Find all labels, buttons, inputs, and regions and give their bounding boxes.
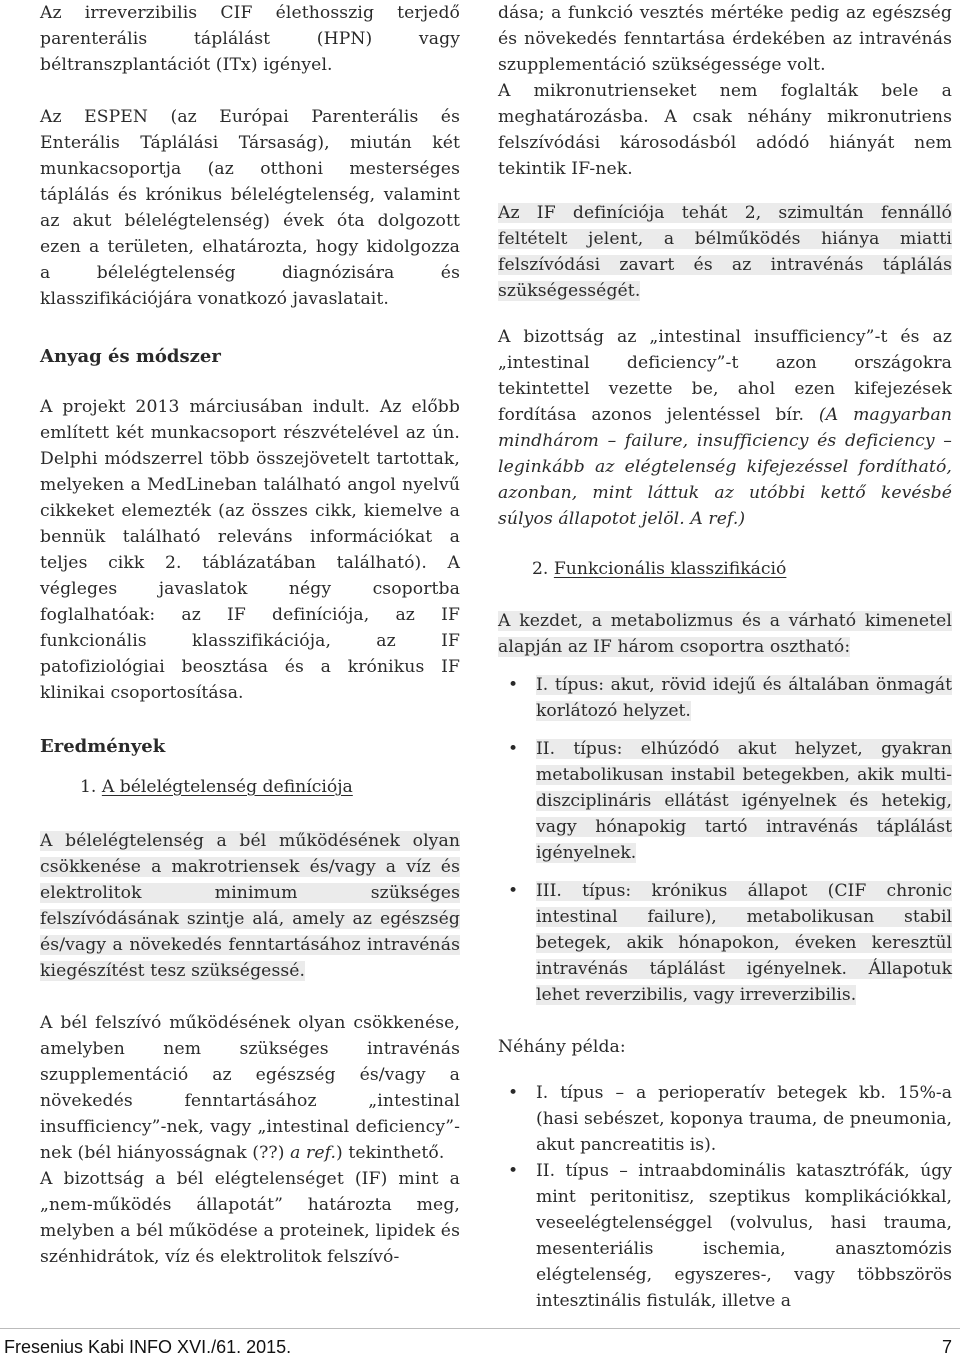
bullet-icon: • (508, 739, 519, 759)
list-item (498, 672, 952, 724)
right-column (498, 0, 952, 1314)
paragraph-if-definition (498, 200, 952, 304)
subheading-title: Funkcionális klasszifikáció (553, 559, 787, 579)
list-item (498, 736, 952, 866)
subheading-number: 1. (80, 777, 97, 797)
type-list (498, 672, 952, 1008)
paragraph-micronutrients: A mikronutrienseket nem foglalták bele a meghatározásba. A csak néhány mikronutriens felszívódási károsodásból adódó hiányát nem tekintik IF-nek. (498, 81, 952, 179)
bullet-icon: • (508, 1161, 519, 1181)
paragraph-methods: A projekt 2013 márciusában indult. Az előbb említett két munkacsoport részvételével az ún. Delphi módszerrel több összejövetelt tartottak, melyeken a MedLineban található angol nyelvű cikkeket elemezték (az összes cikk, kiemelve a bennük található releváns információkat a teljes cikk 2. táblázatában található). A végleges javaslatok négy csoportba foglalhatóak: az IF definíciója, az IF funkcionális klasszifikációja, az IF patofiziológiai beosztása és a krónikus IF klinikai csoportosítása. (40, 397, 460, 703)
highlighted-definition: A bélelégtelenség a bél működésének olyan csökkenése a makrotriensek és/vagy a víz és elektrolitok minimum szükséges felszívódásának szintje alá, amely az egészség és/vagy a növekedés fenntartásához intravénás kiegészítést tesz szükségessé. (40, 831, 460, 981)
committee-terms-note: (A magyarban mindhárom – failure, insufficiency és deficiency – leginkább az elégtelenség kifejezéssel fordítható, azonban, mint láttuk az utóbbi kettő kevésbé súlyos állapotot jelöl. A ref.) (498, 405, 953, 529)
insufficiency-text: A bél felszívó működésének olyan csökkenése, amelyben nem szükséges intravénás szupplementáció az egészség és/vagy a növekedés fenntartásához „intestinal insufficiency”-nek, vagy „intestinal deficiency”-nek (bél hiányosságnak (??) (40, 1013, 460, 1163)
example-2-text: II. típus – intraabdominális katasztrófák, úgy mint peritonitisz, szeptikus komplikációkkal, veseelégtelenséggel (volvulus, hasi trauma, mesenteriális ischemia, anasztomózis elégtelenség, egyszeres-, vagy többszörös intesztinális fistulák, illetve a (536, 1161, 952, 1311)
paragraph-classification (498, 608, 952, 660)
type-2-text: II. típus: elhúzódó akut helyzet, gyakran metabolikusan instabil betegekben, akik multi-diszciplináris ellátást igényelnek és hetekig, vagy hónapokig tartó intravénás táplálást igényelnek. (536, 739, 952, 863)
page-number: 7 (941, 1337, 952, 1357)
paragraph-committee: A bizottság a bél elégtelenséget (IF) mint a „nem-működés állapotát” határozta meg, melyben a bél működése a proteinek, lipidek és szénhidrátok, víz és elektrolitok felszívó- (40, 1169, 460, 1267)
bullet-icon: • (508, 675, 519, 695)
type-3-text: III. típus: krónikus állapot (CIF chronic intestinal failure), metabolikusan stabil betegek, akik hónapokon, éveken keresztül intravénás táplálást igényelnek. Állapotuk lehet reverzibilis, vagy irreverzibilis. (536, 881, 952, 1005)
examples-label: Néhány példa: (498, 1037, 626, 1057)
paragraph-continued: dása; a funkció vesztés mértéke pedig az egészség és növekedés fenntartása érdekében az intravénás szupplementáció szükségessége volt. (498, 3, 952, 75)
paragraph-espen: Az ESPEN (az Európai Parenterális és Enterális Táplálási Társaság), miután két munkacsoportja (az otthoni mesterséges táplálás és krónikus bélelégtelenség, valamint az akut bélelégtelenség) évek óta dolgozott ezen a területen, elhatározta, hogy kidolgozza a bélelégtelenség diagnózisára és klasszifikációjára vonatkozó javaslatait. (40, 107, 460, 309)
list-item (498, 878, 952, 1008)
heading-results: Eredmények (40, 736, 166, 757)
highlighted-if-definition: Az IF definíciója tehát 2, szimultán fennálló feltételt jelent, a bélműködés hiánya miatti felszívódási zavart és az intravénás táplálás szükségességét. (498, 203, 952, 301)
list-item (498, 1158, 952, 1314)
subheading-number: 2. (532, 559, 549, 579)
example-1-text: I. típus – a perioperatív betegek kb. 15%-a (hasi sebészet, koponya trauma, de pneumonia, akut pancreatitis is). (536, 1083, 952, 1155)
insufficiency-ref: a ref. (290, 1143, 337, 1163)
paragraph-intro-end: Az irreverzibilis CIF élethosszig terjedő parenterális táplálást (HPN) vagy béltranszplantációt (ITx) igényel. (40, 3, 460, 75)
list-item (498, 1080, 952, 1158)
subheading-classification (498, 556, 952, 582)
examples-list (498, 1080, 952, 1314)
committee-terms-text: A bizottság az „intestinal insufficiency”-t és az „intestinal deficiency”-t azon országokra tekintettel vezette be, ahol ezen kifejezések fordítása azonos jelentéssel bír. (498, 327, 952, 425)
bullet-icon: • (508, 1083, 519, 1103)
heading-methods: Anyag és módszer (40, 346, 221, 367)
highlighted-classification: A kezdet, a metabolizmus és a várható kimenetel alapján az IF három csoportra osztható: (498, 611, 952, 657)
subheading-title: A bélelégtelenség definíciója (101, 777, 353, 797)
subheading-definition (40, 774, 460, 800)
publication-info: Fresenius Kabi INFO XVI./61. 2015. (4, 1337, 292, 1357)
type-1-text: I. típus: akut, rövid idejű és általában önmagát korlátozó helyzet. (536, 675, 952, 721)
paragraph-definition-highlight (40, 828, 460, 984)
page-footer (0, 1328, 960, 1363)
paragraph-insufficiency (40, 1010, 460, 1166)
left-column (40, 0, 460, 1270)
bullet-icon: • (508, 881, 519, 901)
paragraph-committee-terms (498, 324, 952, 532)
insufficiency-text-end: ) tekinthető. (336, 1143, 445, 1163)
